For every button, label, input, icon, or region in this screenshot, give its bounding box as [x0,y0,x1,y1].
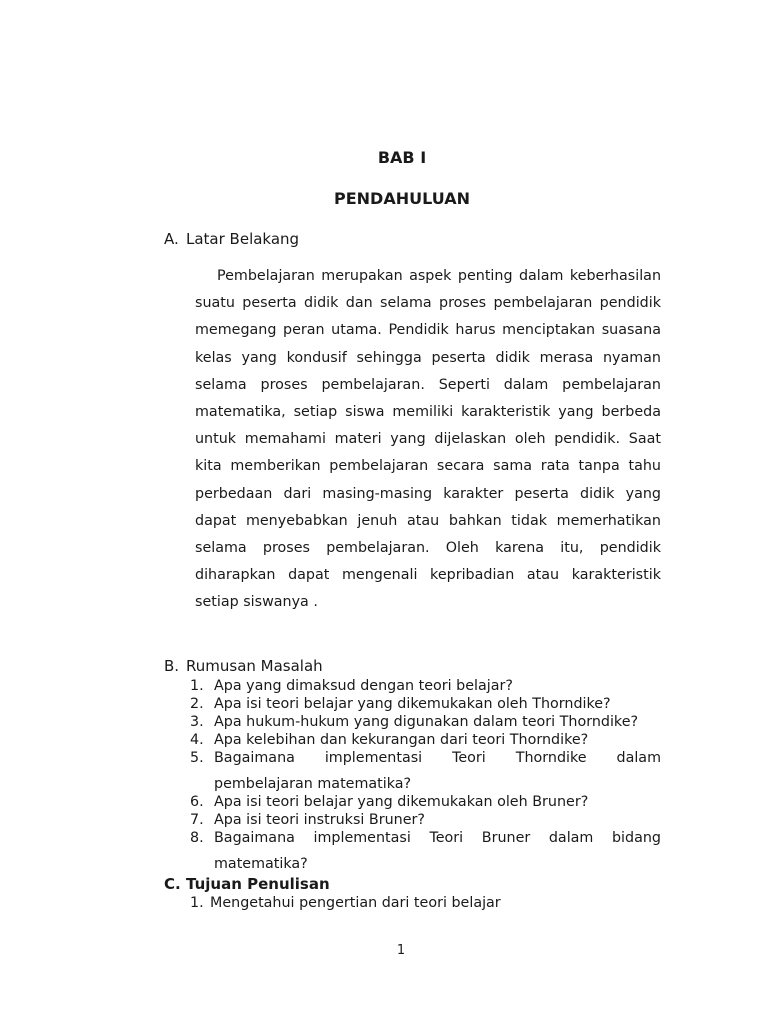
list-item [190,731,661,749]
list-item [190,894,661,912]
list-item-text-line1: Bagaimana implementasi Teori Bruner dalam bidang [214,830,661,846]
page-number: 1 [396,943,406,958]
list-item [190,677,661,695]
list-item-text: Apa isi teori instruksi Bruner? [214,812,425,828]
chapter-title: PENDAHULUAN [334,189,470,208]
list-item-number: 8. [190,830,204,846]
section-b-heading [164,657,323,675]
list-item [190,695,661,713]
list-item-number: 2. [190,696,204,712]
section-a-letter: A. [164,230,179,248]
list-item [190,749,661,793]
list-item [190,829,661,873]
list-item [190,793,661,811]
section-c-letter: C. [164,875,181,893]
section-b-title: Rumusan Masalah [186,657,323,675]
list-item-number: 4. [190,732,204,748]
section-b-letter: B. [164,657,180,675]
objective-list [190,894,661,912]
list-item-text-line1: Bagaimana implementasi Teori Thorndike dalam [214,750,661,766]
background-paragraph: Pembelajaran merupakan aspek penting dalam keberhasilan suatu peserta didik dan selama proses pembelajaran pendidik memegang peran utama. Pendidik harus menciptakan suasana kelas yang kondusif sehingga peserta didik merasa nyaman selama proses pembelajaran. Seperti dalam pembelajaran matematika, setiap siswa memiliki karakteristik yang berbeda untuk memahami materi yang dijelaskan oleh pendidik. Saat kita memberikan pembelajaran secara sama rata tanpa tahu perbedaan dari masing-masing karakter peserta didik yang dapat menyebabkan jenuh atau bahkan tidak memerhatikan selama proses pembelajaran. Oleh karena itu, pendidik diharapkan dapat mengenali kepribadian atau karakteristik setiap siswanya . [195,268,661,611]
list-item-number: 3. [190,714,204,730]
section-a-heading [164,230,299,248]
list-item-text-line2: matematika? [214,856,308,872]
list-item-text: Mengetahui pengertian dari teori belajar [210,895,501,911]
list-item-text: Apa kelebihan dan kekurangan dari teori Thorndike? [214,732,589,748]
list-item-number: 6. [190,794,204,810]
list-item-text: Apa yang dimaksud dengan teori belajar? [214,678,513,694]
list-item-number: 1. [190,895,204,911]
list-item-text: Apa hukum-hukum yang digunakan dalam teori Thorndike? [214,714,639,730]
problem-list [190,677,661,873]
section-a-title: Latar Belakang [186,230,300,248]
list-item [190,713,661,731]
list-item-number: 1. [190,678,204,694]
list-item-text: Apa isi teori belajar yang dikemukakan oleh Bruner? [214,794,589,810]
list-item-text-line2: pembelajaran matematika? [214,776,412,792]
section-c-title: Tujuan Penulisan [186,875,330,893]
list-item [190,811,661,829]
section-c-heading [164,875,330,893]
chapter-number: BAB I [377,148,427,167]
list-item-text: Apa isi teori belajar yang dikemukakan oleh Thorndike? [214,696,611,712]
list-item-number: 5. [190,750,204,766]
list-item-number: 7. [190,812,204,828]
